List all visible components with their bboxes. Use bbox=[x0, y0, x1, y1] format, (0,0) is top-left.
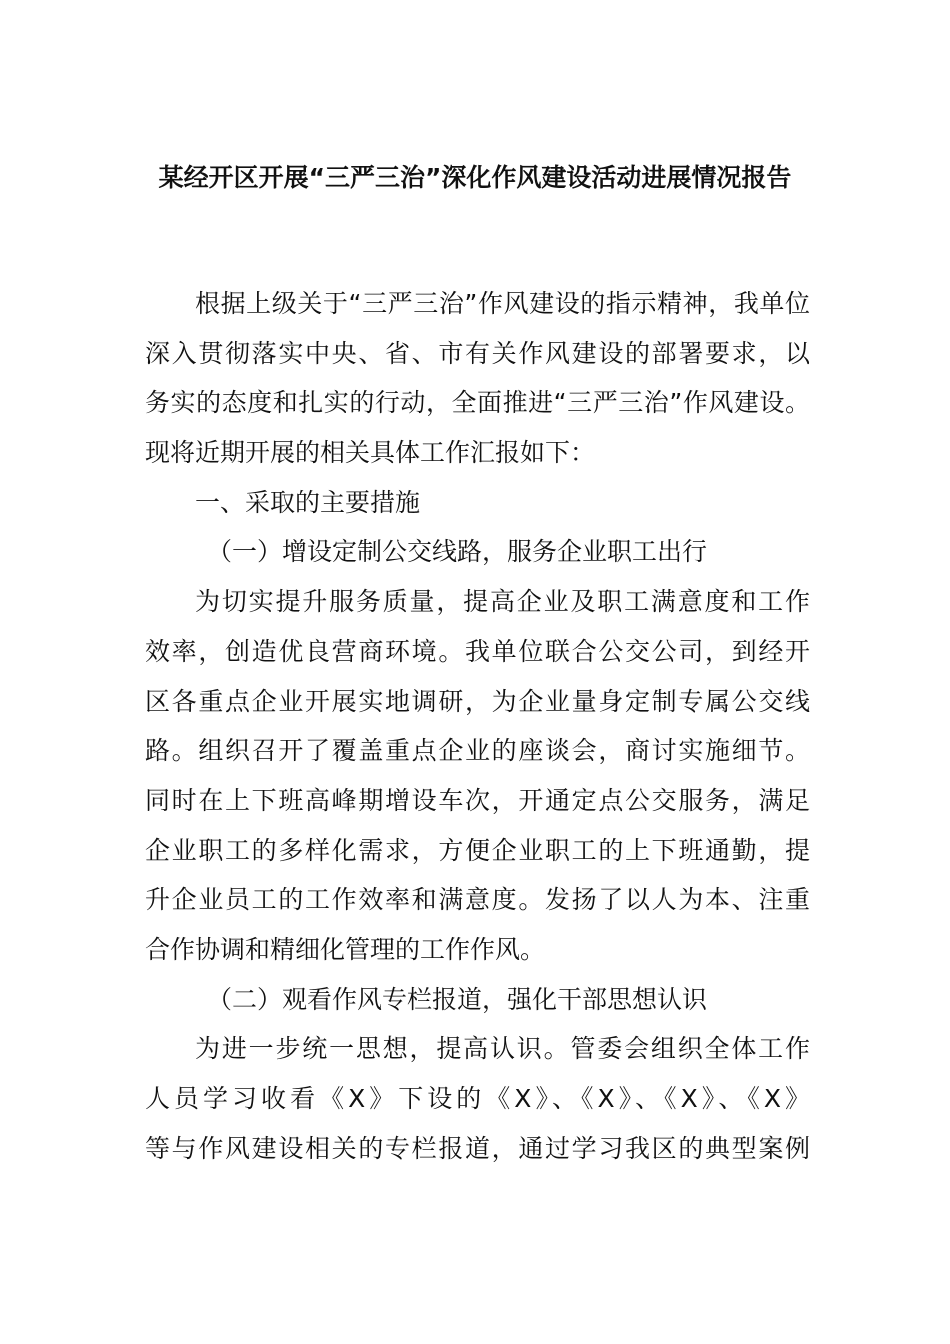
paragraph-line: 效率，创造优良营商环境。我单位联合公交公司，到经开 bbox=[145, 636, 810, 666]
paragraph-line: 人员学习收看《X》下设的《X》、《X》、《X》、《X》 bbox=[145, 1084, 810, 1113]
paragraph-line: 务实的态度和扎实的行动，全面推进“三严三治”作风建设。 bbox=[145, 388, 810, 418]
paragraph-line: 区各重点企业开展实地调研，为企业量身定制专属公交线 bbox=[145, 686, 810, 716]
paragraph-line: 为切实提升服务质量，提高企业及职工满意度和工作 bbox=[195, 587, 810, 617]
paragraph-line: 合作协调和精细化管理的工作作风。 bbox=[145, 934, 546, 964]
subsection-heading: （二）观看作风专栏报道，强化干部思想认识 bbox=[207, 984, 708, 1014]
paragraph-line: 深入贯彻落实中央、省、市有关作风建设的部署要求，以 bbox=[145, 338, 810, 368]
paragraph-line: 等与作风建设相关的专栏报道，通过学习我区的典型案例 bbox=[145, 1133, 810, 1163]
paragraph-line: 企业职工的多样化需求，方便企业职工的上下班通勤，提 bbox=[145, 835, 810, 865]
paragraph-line: 路。组织召开了覆盖重点企业的座谈会，商讨实施细节。 bbox=[145, 736, 810, 766]
paragraph-line: 根据上级关于“三严三治”作风建设的指示精神，我单位 bbox=[195, 289, 810, 318]
section-heading: 一、采取的主要措施 bbox=[195, 487, 421, 517]
subsection-heading: （一）增设定制公交线路，服务企业职工出行 bbox=[207, 537, 708, 567]
document-title: 某经开区开展“三严三治”深化作风建设活动进展情况报告 bbox=[158, 163, 792, 192]
paragraph-line: 为进一步统一思想，提高认识。管委会组织全体工作 bbox=[195, 1034, 810, 1064]
document-body bbox=[145, 279, 810, 1173]
paragraph-line: 现将近期开展的相关具体工作汇报如下： bbox=[145, 438, 596, 468]
paragraph-line: 同时在上下班高峰期增设车次，开通定点公交服务，满足 bbox=[145, 785, 810, 815]
paragraph-line: 升企业员工的工作效率和满意度。发扬了以人为本、注重 bbox=[145, 885, 810, 915]
